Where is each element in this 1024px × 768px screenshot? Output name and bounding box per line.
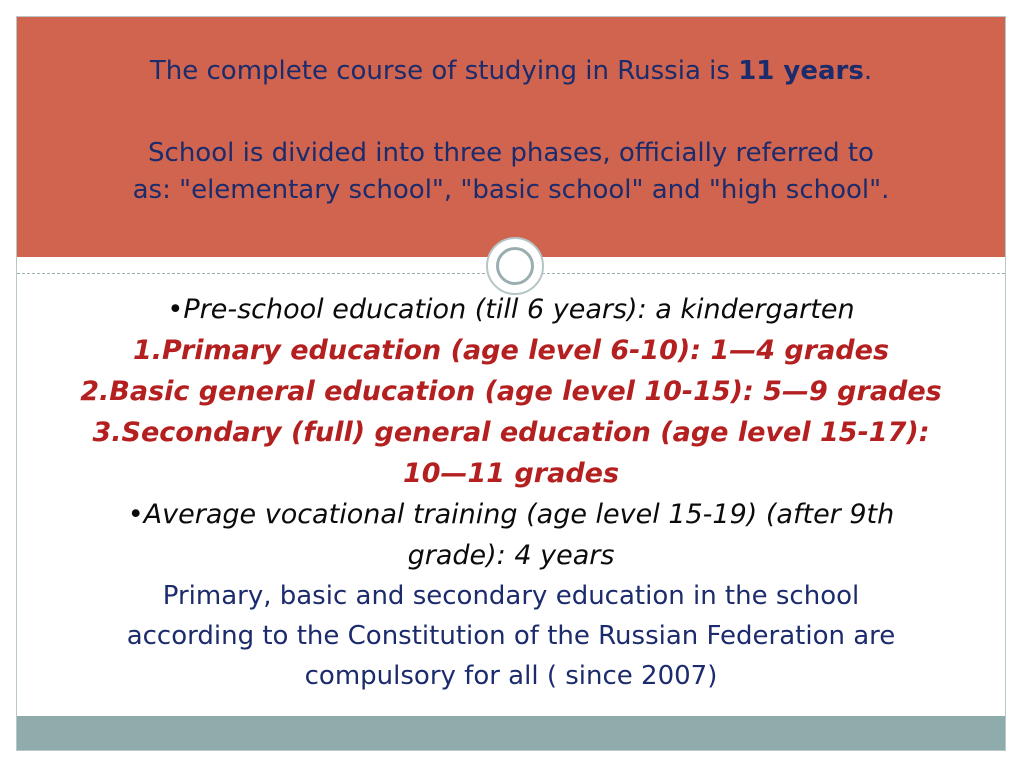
vocational-item-line-2: grade): 4 years	[407, 540, 615, 571]
phases-text	[17, 135, 1005, 209]
vocational-item-line-1: •Average vocational training (age level 15-19) (after 9th	[127, 499, 895, 530]
divider-ring-icon	[486, 237, 544, 295]
compulsory-note-line-3: compulsory for all ( since 2007)	[304, 661, 718, 691]
compulsory-note-line-2: according to the Constitution of the Russian Federation are	[126, 621, 896, 651]
slide-header	[17, 17, 1005, 257]
secondary-item-line-1: 3.Secondary (full) general education (age level 15-17):	[92, 417, 930, 448]
phases-line-1: School is divided into three phases, officially referred to	[148, 138, 874, 168]
course-length-prefix: The complete course of studying in Russia is	[149, 56, 739, 86]
slide	[16, 16, 1006, 751]
compulsory-note-line-1: Primary, basic and secondary education in the school	[162, 581, 860, 611]
course-length-years: 11 years	[738, 56, 864, 86]
secondary-item-line-2: 10—11 grades	[402, 458, 620, 489]
basic-item: 2.Basic general education (age level 10-15): 5—9 grades	[80, 376, 942, 407]
primary-item: 1.Primary education (age level 6-10): 1—4 grades	[132, 335, 890, 366]
course-length-text	[17, 53, 1005, 90]
preschool-item: •Pre-school education (till 6 years): a kindergarten	[167, 294, 855, 325]
phases-line-2: as: "elementary school", "basic school" and "high school".	[132, 175, 890, 205]
slide-footer-bar	[17, 716, 1005, 750]
course-length-suffix: .	[863, 56, 873, 86]
education-levels	[17, 289, 1005, 696]
divider-ring-inner	[496, 247, 534, 285]
